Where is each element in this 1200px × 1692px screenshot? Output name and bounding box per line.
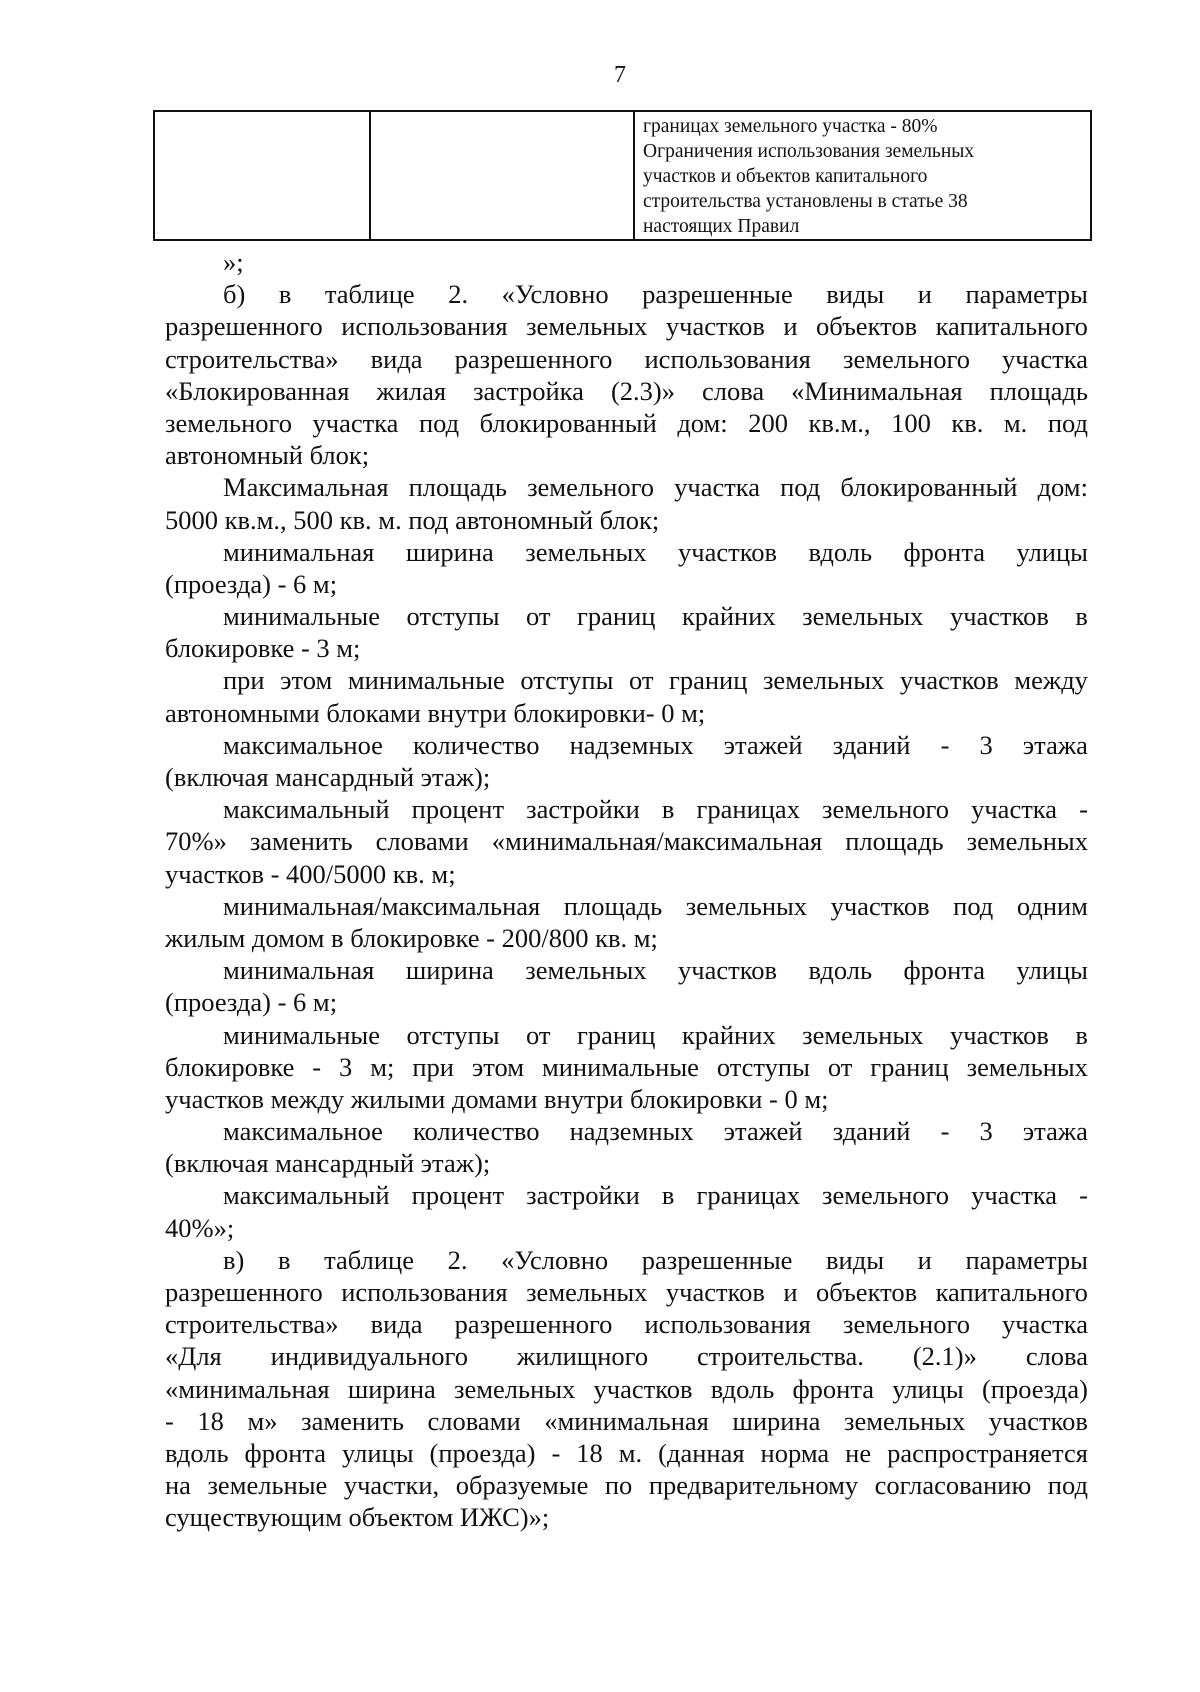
word: при: [223, 665, 265, 696]
table-cell-empty: [370, 111, 634, 240]
word: отступы: [406, 601, 500, 632]
word: 200: [748, 407, 788, 438]
cell-line: настоящих Правил: [643, 216, 800, 237]
word: этом: [471, 1051, 524, 1082]
word: виды: [826, 1244, 885, 1275]
word: индивидуального: [270, 1341, 468, 1372]
word: застройка: [473, 375, 584, 406]
word: объектов: [816, 311, 918, 342]
text-line: »;: [223, 247, 244, 277]
word: количество: [413, 729, 540, 760]
word: процент: [411, 1180, 505, 1211]
word: количество: [413, 1116, 540, 1147]
word: отступы: [406, 1019, 500, 1050]
text-line: блокировке - 3 м;: [165, 633, 361, 664]
word: заменить: [301, 1405, 404, 1436]
word: объектов: [816, 1277, 918, 1307]
word: границ: [870, 1051, 949, 1082]
word: под: [1047, 407, 1088, 438]
word: жилая: [376, 375, 447, 406]
word: при: [412, 1051, 454, 1082]
word: -: [551, 1437, 561, 1468]
word: участков: [593, 1373, 693, 1404]
text-line: [165, 793, 1088, 825]
text-line: [165, 278, 1088, 310]
word: земельного: [842, 343, 970, 374]
word: таблице: [324, 279, 415, 310]
word: блокировке: [165, 1051, 295, 1082]
word: дом:: [677, 407, 728, 438]
word: м;: [370, 1051, 395, 1082]
word: заменить: [249, 826, 353, 857]
word: земельных: [762, 665, 885, 696]
text-line: [165, 1019, 1088, 1051]
word: параметры: [965, 279, 1088, 310]
word: вдоль: [165, 1437, 229, 1468]
word: ширина: [405, 536, 494, 567]
word: и: [917, 279, 932, 310]
word: одним: [1016, 890, 1088, 921]
text-line: [165, 1308, 1088, 1340]
word: разрешенного: [165, 311, 323, 342]
word: земельных: [525, 955, 647, 986]
word: участков: [830, 890, 930, 921]
word: (данная: [658, 1437, 745, 1468]
word: улицы: [342, 1437, 414, 1468]
word: 100: [891, 407, 931, 438]
word: ширина: [732, 1405, 821, 1436]
text-line: [165, 1405, 1088, 1437]
word: вида: [370, 343, 423, 374]
word: границ: [577, 1019, 656, 1050]
word: ширина: [405, 955, 494, 986]
word: строительства.: [697, 1341, 864, 1372]
word: (проезда): [429, 1437, 536, 1468]
word: капитального: [935, 1277, 1088, 1307]
word: «минимальная: [544, 1405, 709, 1436]
word: максимальный: [223, 794, 390, 825]
word: и: [917, 1244, 932, 1275]
word: словами: [427, 1405, 521, 1436]
table-cell-empty: [154, 111, 370, 240]
text-line: [165, 664, 1088, 696]
word: использования: [644, 343, 811, 374]
word: участка: [971, 794, 1058, 825]
word: «Минимальная: [791, 375, 963, 406]
word: Максимальная: [223, 472, 389, 503]
word: и: [783, 1277, 798, 1307]
text-line: [165, 1051, 1088, 1083]
word: от: [526, 601, 551, 632]
word: минимальные: [347, 665, 505, 696]
word: участка: [971, 1180, 1058, 1211]
word: зданий: [832, 1116, 911, 1147]
text-line: существующим объектом ИЖС)»;: [165, 1502, 550, 1533]
word: дом:: [1037, 472, 1088, 503]
word: использования: [341, 1277, 508, 1307]
word: «Блокированная: [165, 375, 350, 406]
word: разрешенного: [454, 343, 613, 374]
word: под: [780, 472, 821, 503]
word: м»: [247, 1405, 278, 1436]
word: «Условно: [501, 279, 609, 310]
text-line: жилым домом в блокировке - 200/800 кв. м;: [165, 922, 658, 953]
text-line: [165, 1437, 1088, 1469]
word: земельного: [165, 407, 292, 438]
word: вида: [370, 1309, 423, 1340]
word: площадь: [989, 375, 1088, 406]
text-line: (проезда) - 6 м;: [165, 987, 338, 1018]
word: этажа: [1022, 729, 1088, 760]
word: этажей: [723, 1116, 803, 1147]
word: минимальные: [223, 601, 380, 632]
text-line: [165, 1340, 1088, 1372]
text-line: (включая мансардный этаж);: [165, 762, 491, 792]
word: участка: [1002, 1309, 1088, 1340]
word: в: [1075, 1019, 1088, 1050]
word: максимальное: [223, 729, 383, 760]
text-line: 40%»;: [165, 1212, 235, 1243]
word: земельных: [526, 1277, 648, 1307]
text-line: [165, 890, 1088, 922]
text-line: [165, 954, 1088, 986]
table-cell-restrictions: [634, 111, 1091, 240]
word: слова: [1025, 1341, 1088, 1372]
word: застройки: [526, 794, 640, 825]
word: блокированный: [840, 472, 1018, 503]
text-line: [165, 1373, 1088, 1405]
word: разрешенного: [454, 1309, 613, 1340]
text-line: [165, 310, 1088, 342]
word: фронта: [244, 1437, 327, 1468]
word: м.: [618, 1437, 643, 1468]
word: фронта: [792, 1373, 875, 1404]
word: согласованию: [874, 1470, 1032, 1501]
word: от: [628, 665, 654, 696]
word: в: [278, 279, 292, 310]
word: участков: [899, 665, 999, 696]
word: (2.1)»: [912, 1341, 977, 1372]
word: м.: [1003, 407, 1028, 438]
word: 2.: [447, 1244, 468, 1275]
word: этом: [280, 665, 333, 696]
word: таблице: [324, 1244, 414, 1275]
text-line: автономный блок;: [165, 440, 370, 471]
word: 3: [339, 1051, 353, 1082]
word: 18: [576, 1437, 603, 1468]
word: минимальная: [223, 536, 375, 567]
text-line: участков - 400/5000 кв. м;: [165, 858, 456, 889]
word: участков: [949, 1019, 1049, 1050]
word: границах: [696, 794, 800, 825]
word: -: [940, 729, 950, 760]
word: от: [526, 1019, 551, 1050]
text-line: [165, 1115, 1088, 1147]
word: 3: [979, 1116, 993, 1147]
word: этажей: [723, 729, 803, 760]
word: участка: [674, 472, 761, 503]
text-line: [165, 729, 1088, 761]
word: не: [845, 1437, 872, 1468]
text-line: [165, 1244, 1088, 1276]
table-row: [154, 111, 1091, 240]
word: участка: [1002, 343, 1088, 374]
word: земельных: [966, 826, 1088, 857]
word: площадь: [845, 826, 944, 857]
text-line: 5000 кв.м., 500 кв. м. под автономный блок;: [165, 504, 660, 535]
word: земельных: [454, 1373, 576, 1404]
word: участки,: [343, 1470, 440, 1501]
word: земельных: [844, 1405, 966, 1436]
word: минимальные: [541, 1051, 699, 1082]
word: улицы: [892, 1373, 964, 1404]
word: 18: [197, 1405, 224, 1436]
word: участков: [665, 311, 765, 342]
word: блокированный: [479, 407, 657, 438]
cell-line: Ограничения использования земельных: [643, 141, 975, 162]
word: в): [223, 1244, 245, 1275]
word: этажа: [1022, 1116, 1088, 1147]
text-line: [165, 343, 1088, 375]
word: надземных: [569, 1116, 694, 1147]
word: жилищного: [516, 1341, 649, 1372]
word: под: [418, 407, 460, 438]
word: фронта: [903, 955, 986, 986]
word: земельного: [822, 794, 950, 825]
word: в: [277, 1244, 291, 1275]
text-line: [165, 825, 1088, 857]
word: зданий: [832, 729, 911, 760]
word: норма: [760, 1437, 830, 1468]
text-line: (проезда) - 6 м;: [165, 568, 338, 599]
word: разрешенные: [641, 1244, 793, 1275]
word: между: [1014, 665, 1088, 696]
word: -: [165, 1405, 174, 1436]
word: и: [783, 311, 798, 342]
word: границ: [577, 601, 656, 632]
word: «минимальная: [165, 1373, 330, 1404]
word: участков: [949, 601, 1049, 632]
word: разрешенные: [642, 279, 793, 310]
word: б): [223, 279, 246, 310]
text-line: [165, 600, 1088, 632]
word: земельные: [207, 1470, 328, 1501]
cell-line: границах земельного участка - 80%: [643, 116, 938, 137]
word: кв.: [951, 407, 984, 438]
word: 70%»: [165, 826, 227, 857]
word: виды: [826, 279, 885, 310]
word: отступы: [716, 1051, 810, 1082]
word: в: [661, 794, 675, 825]
word: под: [953, 890, 994, 921]
word: разрешенного: [165, 1277, 323, 1307]
word: земельного: [822, 1180, 950, 1211]
word: минимальная/максимальная: [223, 890, 541, 921]
word: площадь: [408, 472, 507, 503]
text-line: автономными блоками внутри блокировки- 0 м;: [165, 697, 706, 728]
text-line: [165, 407, 1088, 439]
word: строительства»: [165, 343, 339, 374]
word: земельных: [685, 890, 808, 921]
word: границах: [696, 1180, 800, 1211]
word: вдоль: [808, 536, 873, 567]
word: -: [1079, 794, 1088, 825]
word: земельных: [966, 1051, 1088, 1082]
text-line: [165, 471, 1088, 503]
word: фронта: [903, 536, 986, 567]
word: параметры: [965, 1244, 1088, 1275]
word: максимальное: [223, 1116, 383, 1147]
word: максимальный: [223, 1180, 390, 1211]
word: -: [940, 1116, 950, 1147]
word: земельных: [525, 536, 647, 567]
word: минимальная: [223, 955, 375, 986]
word: участка: [312, 407, 399, 438]
word: в: [661, 1180, 675, 1211]
text-line: [165, 536, 1088, 568]
word: участков: [988, 1405, 1088, 1436]
word: улицы: [1016, 536, 1088, 567]
word: площадь: [563, 890, 663, 921]
word: под: [1047, 1470, 1088, 1501]
cell-line: строительства установлены в статье 38: [643, 191, 968, 212]
word: границ: [668, 665, 748, 696]
text-line: [165, 1469, 1088, 1501]
text-line: [165, 1179, 1088, 1211]
word: крайних: [681, 1019, 776, 1050]
cell-text-block: [635, 112, 1090, 239]
word: предварительному: [648, 1470, 859, 1501]
word: от: [827, 1051, 853, 1082]
word: использования: [341, 311, 508, 342]
word: крайних: [681, 601, 776, 632]
word: -: [312, 1051, 322, 1082]
word: кв.м.,: [808, 407, 871, 438]
page-number: 7: [614, 62, 626, 88]
word: земельных: [802, 601, 924, 632]
word: «Для: [165, 1341, 222, 1372]
word: участков: [678, 955, 778, 986]
word: земельного: [527, 472, 655, 503]
word: 2.: [448, 279, 469, 310]
word: слова: [701, 375, 765, 406]
word: вдоль: [808, 955, 873, 986]
word: (2.3)»: [610, 375, 675, 406]
word: надземных: [569, 729, 694, 760]
word: 3: [979, 729, 993, 760]
word: минимальные: [223, 1019, 380, 1050]
word: участков: [665, 1277, 765, 1307]
word: процент: [411, 794, 505, 825]
word: земельного: [842, 1309, 970, 1340]
text-line: [165, 1276, 1088, 1308]
word: участков: [678, 536, 778, 567]
word: в: [1075, 601, 1088, 632]
word: «Условно: [501, 1244, 609, 1275]
text-line: [165, 375, 1088, 407]
text-line: участков между жилыми домами внутри блокировки - 0 м;: [165, 1083, 829, 1114]
word: застройки: [526, 1180, 640, 1211]
word: на: [165, 1470, 191, 1501]
word: -: [1079, 1180, 1088, 1211]
word: распространяется: [887, 1437, 1088, 1468]
word: «минимальная/максимальная: [491, 826, 823, 857]
word: (проезда): [981, 1373, 1088, 1404]
word: вдоль: [710, 1373, 775, 1404]
word: по: [604, 1470, 633, 1501]
word: строительства»: [165, 1309, 339, 1340]
word: образуемые: [455, 1470, 589, 1501]
word: отступы: [520, 665, 614, 696]
text-line: (включая мансардный этаж);: [165, 1148, 491, 1179]
word: улицы: [1016, 955, 1088, 986]
word: использования: [644, 1309, 811, 1340]
continuation-table: [153, 110, 1092, 241]
word: ширина: [347, 1373, 436, 1404]
word: капитального: [935, 311, 1088, 342]
cell-line: участков и объектов капитального: [643, 166, 928, 187]
word: словами: [375, 826, 469, 857]
word: земельных: [526, 311, 648, 342]
word: земельных: [802, 1019, 924, 1050]
document-body: [165, 246, 1088, 1534]
